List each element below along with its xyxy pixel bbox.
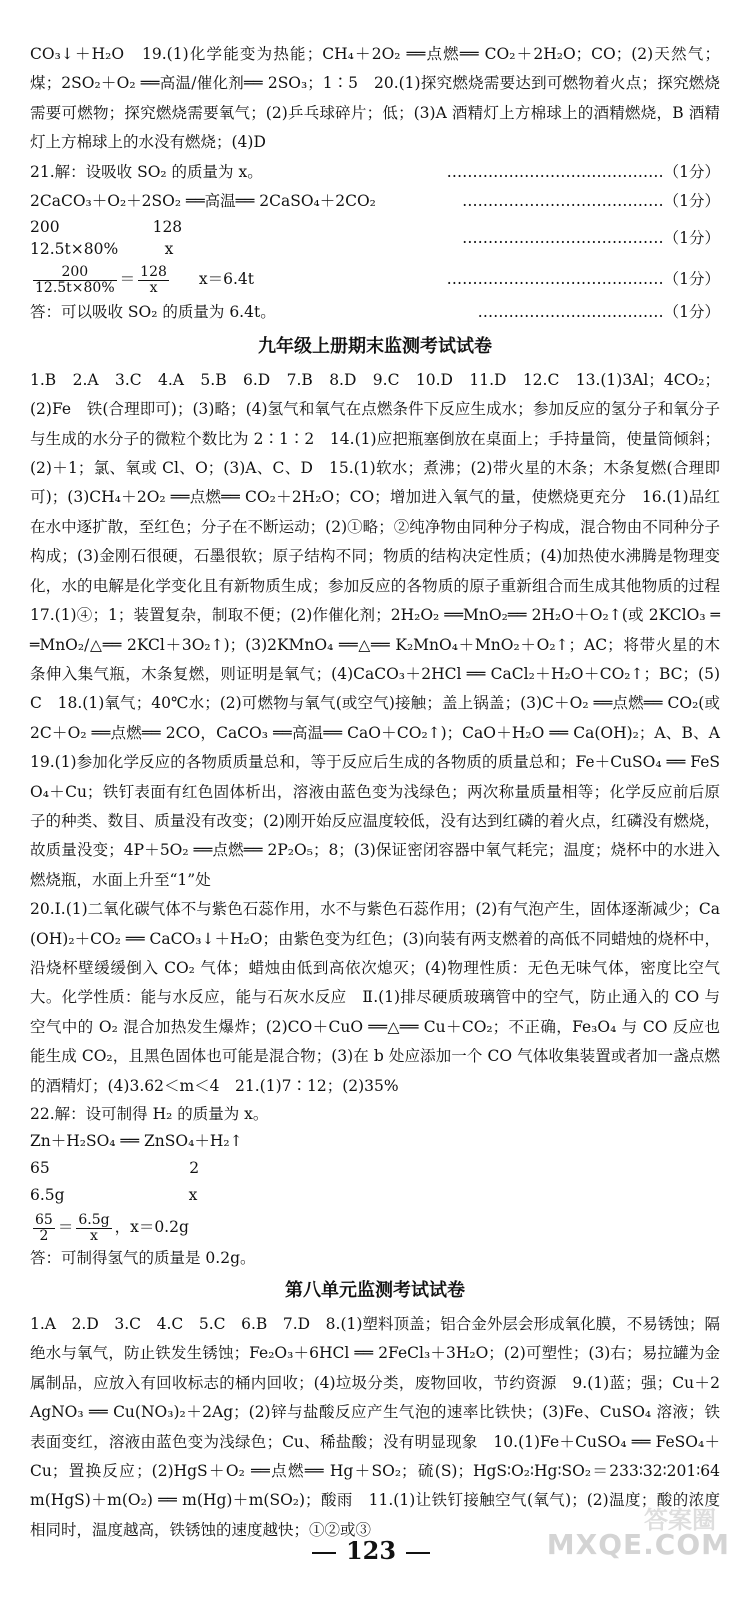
watermark: MXQE.COM <box>546 1528 730 1561</box>
q21-result: x＝6.4t <box>198 270 254 289</box>
q22-equation: Zn＋H₂SO₄ ══ ZnSO₄＋H₂↑ <box>30 1132 243 1150</box>
q22-fraction-left: $\frac{65}{2}$ <box>35 1211 53 1244</box>
q22-fraction-right: $\frac{6.5g}{x}$ <box>78 1211 110 1244</box>
q21-proportion: $\frac{200}{12.5t\times 80\%}$ ＝ $\frac{128}{x}$ x＝6.4t <box>35 263 254 296</box>
watermark-cn: 答案圈 <box>644 1506 716 1534</box>
q21-ratio-top: 200 128 <box>30 218 183 237</box>
q22-proportion: $\frac{65}{2}$ ＝ $\frac{6.5g}{x}$ ，x＝0.2g <box>35 1211 189 1244</box>
q22-ratio-top: 65 2 <box>30 1159 200 1177</box>
q21-fraction-left: $\frac{200}{12.5t\times 80\%}$ <box>35 263 115 296</box>
q21-proportion-row <box>30 260 720 298</box>
q21-answer: 答：可以吸收 SO₂ 的质量为 6.4t。 <box>30 303 276 322</box>
q21-answer-points: ………………………………（1分） <box>477 303 720 322</box>
section-heading-unit8: 第八单元监测考试试卷 <box>285 1280 465 1301</box>
q21-equation-row <box>30 187 720 216</box>
answers-final-exam-q20: 20.Ⅰ.(1)二氧化碳气体不与紫色石蕊作用，水不与紫色石蕊作用；(2)有气泡产生，固体逐渐减少；Ca(OH)₂＋CO₂ ══ CaCO₃↓＋H₂O；由紫色变为红色；(3)向装有两支燃着的高低不同蜡烛的烧杯中，沿烧杯壁缓缓倒入 CO₂ 气体；蜡烛由低到高依次熄灭；(4)物理性质：无色无味气体，密度比空气大。化学性质：能与水反应，能与石灰水反应 Ⅱ.(1)排尽硬质玻璃管中的空气，防止通入的 CO 与空气中的 O₂ 混合加热发生爆炸；(2)CO＋CuO ══△══ Cu＋CO₂；不正确，Fe₃O₄ 与 CO 反应也能生成 CO₂，且黑色固体也可能是混合物；(3)在 b 处应添加一个 CO 气体收集装置或者加一盏点燃的酒精灯；(4)3.62＜m＜4 21.(1)7∶12；(2)35% <box>30 900 720 1095</box>
q21-setup-points: ……………………………………（1分） <box>446 162 720 181</box>
q21-ratio-bottom: 12.5t×80% x <box>30 240 174 259</box>
answers-unit8: 1.A 2.D 3.C 4.C 5.C 6.B 7.D 8.(1)塑料顶盖；铝合金外层会形成氧化膜，不易锈蚀；隔绝水与氧气，防止铁发生锈蚀；Fe₂O₃＋6HCl ══ 2FeCl₃＋3H₂O；(2)可塑性；(3)右；易拉罐为金属制品，应放入有回收标志的桶内回收；(4)垃圾分类，废物回收，节约资源 9.(1)蓝；强；Cu＋2AgNO₃ ══ Cu(NO₃)₂＋2Ag；(2)锌与盐酸反应产生气泡的速率比铁快；(3)Fe、CuSO₄ 溶液；铁表面变红，溶液由蓝色变为浅绿色；Cu、稀盐酸；没有明显现象 10.(1)Fe＋CuSO₄ ══ FeSO₄＋Cu；置换反应；(2)HgS＋O₂ ══点燃══ Hg＋SO₂；硫(S)；HgS∶O₂∶Hg∶SO₂＝233∶32∶201∶64 m(HgS)＋m(O₂) ══ m(Hg)＋m(SO₂)；酸雨 11.(1)让铁钉接触空气(氧气)；(2)温度；酸的浓度相同时，温度越高，铁锈蚀的速度越快；①②或③ <box>30 1315 736 1539</box>
q22-setup: 22.解：设可制得 H₂ 的质量为 x。 <box>30 1105 269 1123</box>
q21-setup-row <box>30 158 720 187</box>
page-number-dash-right <box>406 1552 430 1554</box>
q22-result: ，x＝0.2g <box>114 1218 189 1236</box>
q22-ratio-bottom: 6.5g x <box>30 1186 198 1204</box>
q21-ratio-row <box>30 216 720 260</box>
answers-final-exam: 1.B 2.A 3.C 4.A 5.B 6.D 7.B 8.D 9.C 10.D 11.D 12.C 13.(1)3Al；4CO₂；(2)Fe 铁(合理即可)；(3)略；(4)氢气和氧气在点燃条件下反应生成水；参加反应的氢分子和氧分子与生成的水分子的微粒个数比为 2∶1∶2 14.(1)应把瓶塞倒放在桌面上；手持量筒，使量筒倾斜；(2)＋1；氯、氧或 Cl、O；(3)A、C、D 15.(1)软水；煮沸；(2)带火星的木条；木条复燃(合理即可)；(3)CH₄＋2O₂ ══点燃══ CO₂＋2H₂O；CO；增加进入氧气的量，使燃烧更充分 16.(1)品红在水中逐扩散，至红色；分子在不断运动；(2)①略；②纯净物由同种分子构成，混合物由不同种分子构成；(3)金刚石很硬，石墨很软；原子结构不同；物质的结构决定性质；(4)加热使水沸腾是物理变化，水的电解是化学变化且有新物质生成；参加反应的各物质的原子重新组合而生成其他物质的过程 17.(1)④；1；装置复杂，制取不便；(2)作催化剂；2H₂O₂ ══MnO₂══ 2H₂O＋O₂↑(或 2KClO₃ ══MnO₂/△══ 2KCl＋3O₂↑)；(3)2KMnO₄ ══△══ K₂MnO₄＋MnO₂＋O₂↑；AC；将带火星的木条伸入集气瓶，木条复燃，则证明是氧气；(4)CaCO₃＋2HCl ══ CaCl₂＋H₂O＋CO₂↑；BC；(5)C 18.(1)氧气；40℃水；(2)可燃物与氧气(或空气)接触；盖上锅盖；(3)C＋O₂ ══点燃══ CO₂(或 2C＋O₂ ══点燃══ 2CO，CaCO₃ ══高温══ CaO＋CO₂↑)；CaO＋H₂O ══ Ca(OH)₂；A、B、A 19.(1)参加化学反应的各物质质量总和，等于反应后生成的各物质的质量总和；Fe＋CuSO₄ ══ FeSO₄＋Cu；铁钉表面有红色固体析出，溶液由蓝色变为浅绿色；两次称量质量相等；化学反应前后原子的种类、数目、质量没有改变；(2)刚开始反应温度较低，没有达到红磷的着火点，红磷没有燃烧，故质量没变；4P＋5O₂ ══点燃══ 2P₂O₅；8；(3)保证密闭容器中氧气耗完；温度；烧杯中的水进入燃烧瓶，水面上升至“1”处 <box>30 370 736 889</box>
section-heading-final-exam: 九年级上册期末监测考试试卷 <box>258 335 492 357</box>
page-number: 123 <box>0 1536 742 1565</box>
answers-unit7-tail: CO₃↓＋H₂O 19.(1)化学能变为热能；CH₄＋2O₂ ══点燃══ CO₂＋2H₂O；CO；(2)天然气；煤；2SO₂＋O₂ ══高温/催化剂══ 2SO₃；1∶5 20.(1)探究燃烧需要达到可燃物着火点；探究燃烧需要可燃物；探究燃烧需要氧气；(2)乒乓球碎片；低；(3)A 酒精灯上方棉球上的酒精燃烧，B 酒精灯上方棉球上的水没有燃烧；(4)D <box>30 45 720 152</box>
q21-answer-row <box>30 298 720 327</box>
q22-answer: 答：可制得氢气的质量是 0.2g。 <box>30 1249 256 1267</box>
q21-fraction-right: $\frac{128}{x}$ <box>140 263 167 296</box>
q21-proportion-points: ……………………………………（1分） <box>446 270 720 289</box>
q21-equation: 2CaCO₃＋O₂＋2SO₂ ══高温══ 2CaSO₄＋2CO₂ <box>30 192 376 211</box>
q21-setup: 21.解：设吸收 SO₂ 的质量为 x。 <box>30 162 263 181</box>
q21-equation-points: …………………………………（1分） <box>462 192 720 211</box>
page-number-dash-left <box>312 1552 336 1554</box>
q21-ratio-points: …………………………………（1分） <box>462 228 720 247</box>
